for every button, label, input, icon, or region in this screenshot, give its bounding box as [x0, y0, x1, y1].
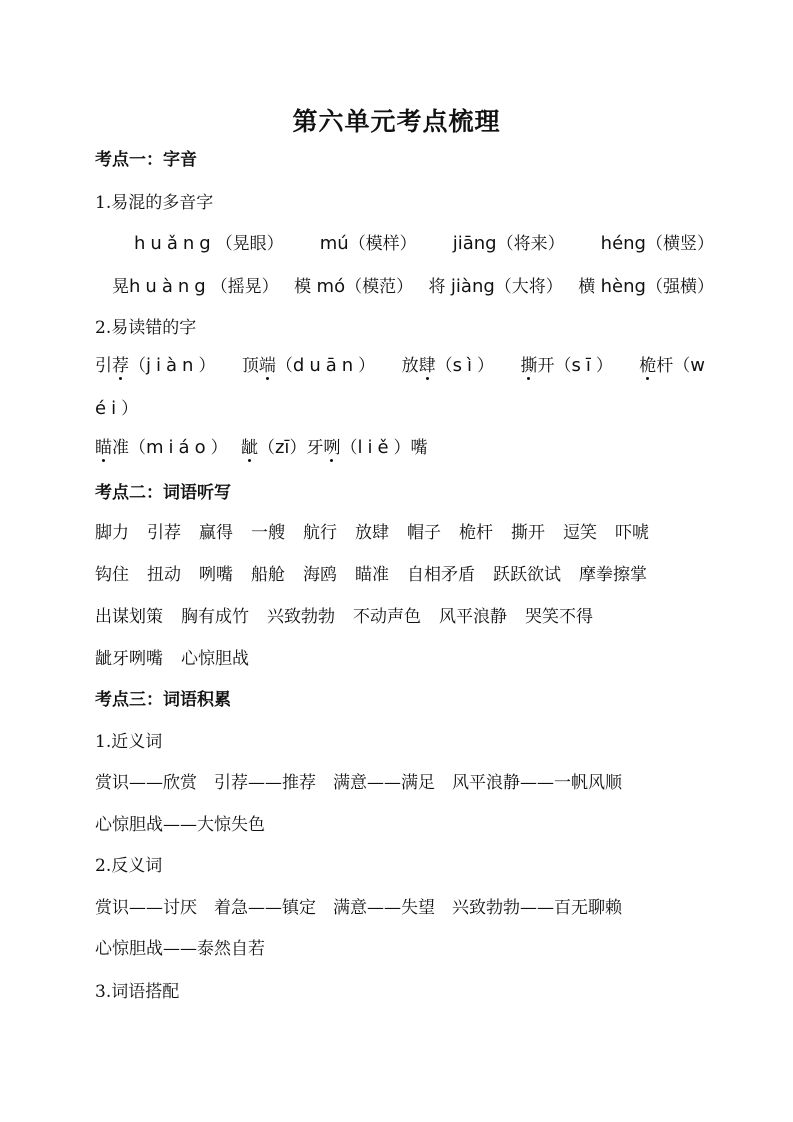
dictation-word: 引荐: [147, 523, 181, 543]
dictation-word: 船舱: [251, 565, 285, 585]
dictation-row-1: [95, 522, 649, 544]
dictation-word: 心惊胆战: [181, 649, 249, 669]
antonym-line-2: 心惊胆战——泰然自若: [95, 939, 265, 959]
polyphone-row-1: [134, 233, 714, 255]
dictation-row-4: [95, 648, 249, 670]
misread-item: 放肆（sì）: [401, 355, 494, 376]
polyphone-item: jiāng（将来）: [452, 233, 565, 254]
dictation-word: 钩住: [95, 565, 129, 585]
dictation-word: 扭动: [147, 565, 181, 585]
polyphone-item: 横 hèng（强横）: [578, 276, 714, 297]
polyphone-item: huǎng（晃眼）: [134, 233, 284, 254]
dictation-word: 瞄准: [355, 565, 389, 585]
dictation-word: 跃跃欲试: [493, 565, 561, 585]
dictation-word: 赢得: [199, 523, 233, 543]
polyphone-row-2: [112, 276, 714, 298]
misread-item: 撕开（sī）: [520, 355, 613, 376]
polyphone-subheading: 1.易混的多音字: [95, 193, 214, 213]
dictation-word: 龇牙咧嘴: [95, 649, 163, 669]
dictation-word: 桅杆: [459, 523, 493, 543]
dictation-row-2: [95, 564, 647, 586]
misread-row-2: [95, 437, 428, 459]
dictation-word: 胸有成竹: [181, 607, 249, 627]
antonym-subheading: 2.反义词: [95, 856, 163, 876]
dictation-word: 自相矛盾: [407, 565, 475, 585]
misread-item: 桅杆（w: [639, 355, 710, 376]
misread-subheading: 2.易读错的字: [95, 318, 197, 338]
dictation-word: 出谋划策: [95, 607, 163, 627]
misread-item: 瞄准（miáo）: [95, 437, 228, 458]
collocation-subheading: 3.词语搭配: [95, 982, 180, 1002]
dictation-word: 逗笑: [563, 523, 597, 543]
dictation-word: 摩拳擦掌: [579, 565, 647, 585]
section1-heading: 考点一：字音: [95, 150, 197, 170]
polyphone-item: mú（模样）: [319, 233, 417, 254]
section2-heading: 考点二：词语听写: [95, 483, 231, 503]
dictation-word: 撕开: [511, 523, 545, 543]
synonym-subheading: 1.近义词: [95, 732, 163, 752]
dictation-word: 吓唬: [615, 523, 649, 543]
dictation-word: 哭笑不得: [525, 607, 593, 627]
antonym-line-1: 赏识——讨厌 着急——镇定 满意——失望 兴致勃勃——百无聊赖: [95, 898, 622, 918]
dictation-word: 不动声色: [353, 607, 421, 627]
polyphone-item: héng（横竖）: [600, 233, 714, 254]
dictation-word: 一艘: [251, 523, 285, 543]
dictation-word: 风平浪静: [439, 607, 507, 627]
misread-item: 引荐（jiàn）: [95, 355, 216, 376]
misread-item: 顶端（duān）: [241, 355, 376, 376]
dictation-word: 兴致勃勃: [267, 607, 335, 627]
polyphone-item: 模 mó（模范）: [294, 276, 414, 297]
misread-item: 龇（zī）: [240, 437, 307, 458]
misread-row-1-continued: éi）: [95, 398, 139, 419]
dictation-word: 放肆: [355, 523, 389, 543]
misread-row-1: [95, 355, 710, 377]
synonym-line-2: 心惊胆战——大惊失色: [95, 815, 265, 835]
polyphone-item: 晃huàng（摇晃）: [112, 276, 279, 297]
dictation-word: 海鸥: [303, 565, 337, 585]
synonym-line-1: 赏识——欣赏 引荐——推荐 满意——满足 风平浪静——一帆风顺: [95, 773, 622, 793]
dictation-word: 航行: [303, 523, 337, 543]
dictation-word: 帽子: [407, 523, 441, 543]
dictation-word: 咧嘴: [199, 565, 233, 585]
page-title: 第六单元考点梳理: [292, 107, 501, 136]
section3-heading: 考点三：词语积累: [95, 690, 231, 710]
misread-item: 牙咧（liě）嘴: [306, 437, 428, 458]
dictation-row-3: [95, 606, 593, 628]
polyphone-item: 将 jiàng（大将）: [428, 276, 563, 297]
dictation-word: 脚力: [95, 523, 129, 543]
